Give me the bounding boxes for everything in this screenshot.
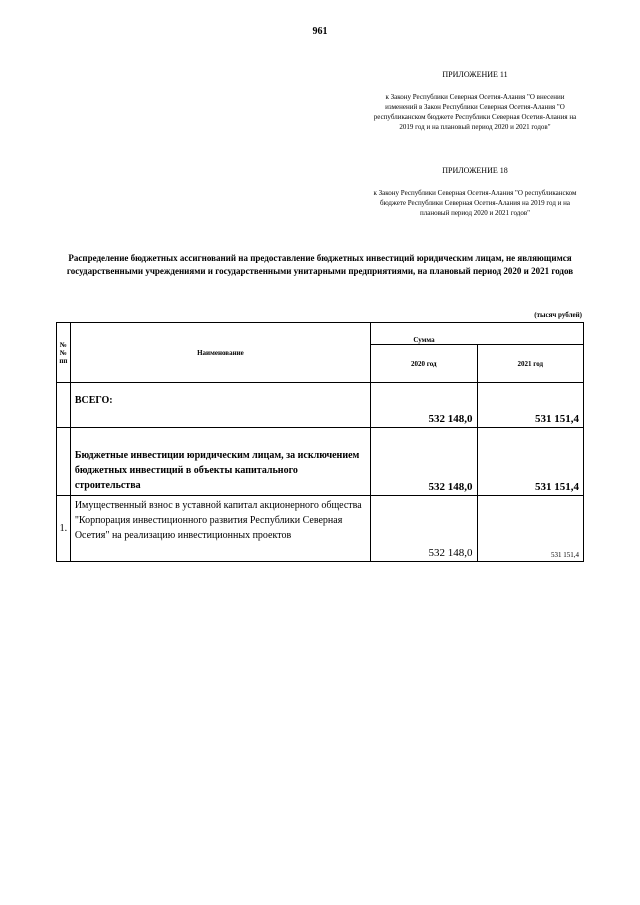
- row-1-number: 1.: [57, 496, 71, 562]
- appendix-18-block: [370, 166, 580, 218]
- budget-table: [56, 322, 584, 562]
- header-number: №№ пп: [57, 323, 71, 383]
- appendix-11-text: к Закону Республики Северная Осетия-Алания "О внесении изменений в Закон Республики Северная Осетия-Алания "О республиканском бюджете Республики Северная Осетия-Алания на 2019 год и на плановый период 2020 и 2021 годов": [373, 93, 577, 131]
- section-label: Бюджетные инвестиции юридическим лицам, за исключением бюджетных инвестиций в объекты капитального строительства: [70, 428, 370, 496]
- appendix-18-label: ПРИЛОЖЕНИЕ 18: [442, 166, 508, 175]
- header-sum-spacer: [477, 323, 584, 345]
- units-label: (тысяч рублей): [534, 311, 582, 319]
- appendix-18-text: к Закону Республики Северная Осетия-Алания "О республиканском бюджете Республики Северная Осетия-Алания на 2019 год и на плановый период 2020 и 2021 годов": [373, 189, 577, 217]
- total-2020: 532 148,0: [371, 383, 477, 428]
- header-2021: 2021 год: [477, 345, 584, 383]
- total-num-cell: [57, 383, 71, 428]
- header-sum: Сумма: [371, 323, 477, 345]
- section-num-cell: [57, 428, 71, 496]
- row-1-2020: 532 148,0: [371, 496, 477, 562]
- table-header-row: [57, 323, 584, 345]
- total-2021: 531 151,4: [477, 383, 584, 428]
- header-2020: 2020 год: [371, 345, 477, 383]
- table-row: [57, 496, 584, 562]
- appendix-11-block: [370, 70, 580, 132]
- table-row-total: [57, 383, 584, 428]
- header-name: Наименование: [70, 323, 370, 383]
- row-1-2021: 531 151,4: [477, 496, 584, 562]
- total-label: ВСЕГО:: [70, 383, 370, 428]
- section-2021: 531 151,4: [477, 428, 584, 496]
- row-1-label: Имущественный взнос в уставной капитал акционерного общества "Корпорация инвестиционного развития Республики Северная Осетия" на реализацию инвестиционных проектов: [70, 496, 370, 562]
- table-row-section: [57, 428, 584, 496]
- page-number: 961: [312, 26, 328, 37]
- section-2020: 532 148,0: [371, 428, 477, 496]
- document-title: Распределение бюджетных ассигнований на предоставление бюджетных инвестиций юридическим лицам, не являющимся государственными учреждениями и государственными унитарными предприятиями, на плановый период 2020 и 2021 годов: [66, 253, 574, 276]
- appendix-11-label: ПРИЛОЖЕНИЕ 11: [442, 70, 508, 79]
